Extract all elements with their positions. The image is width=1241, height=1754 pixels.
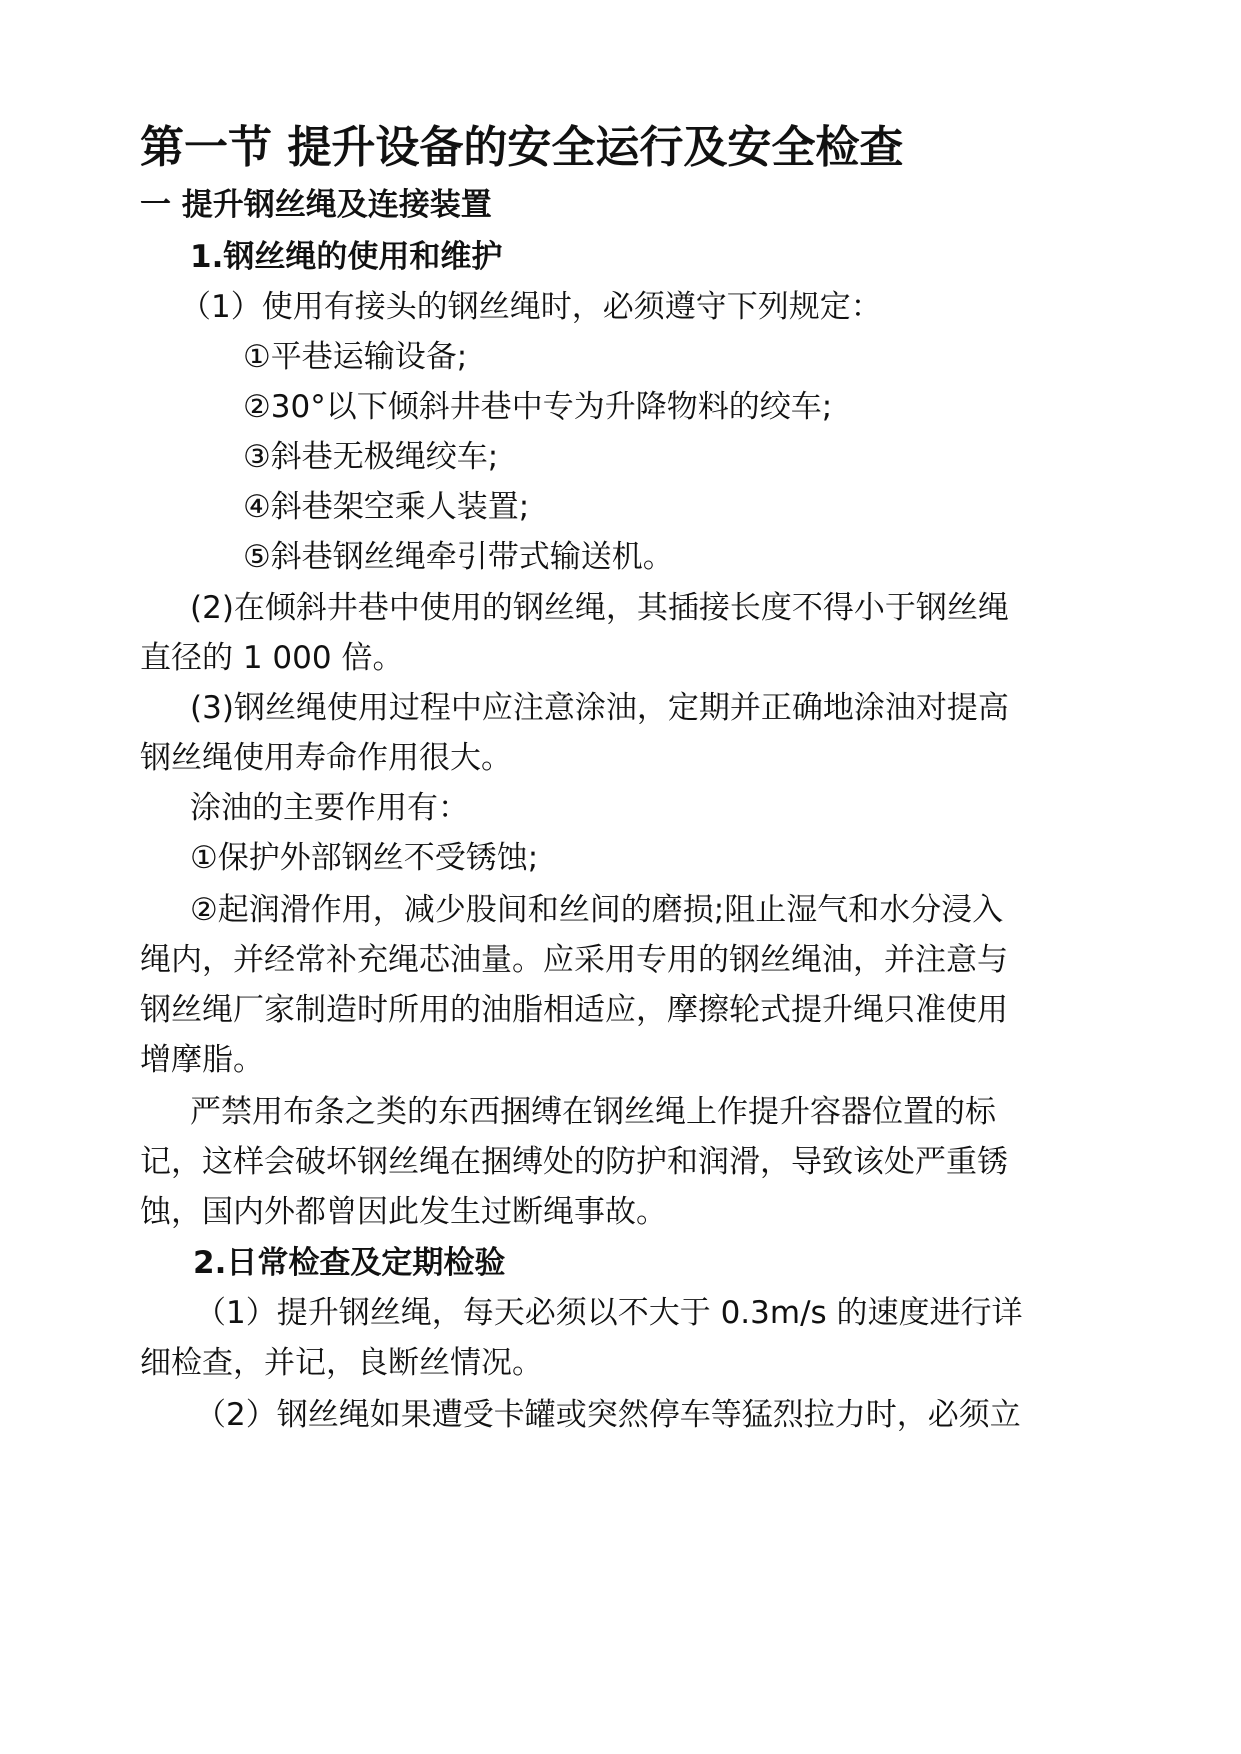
section-heading: 一 提升钢丝绳及连接装置 bbox=[140, 187, 492, 223]
paragraph: ②起润滑作用，减少股间和丝间的磨损;阻止湿气和水分浸入 bbox=[190, 892, 1004, 928]
paragraph: 涂油的主要作用有： bbox=[190, 790, 469, 826]
subsection-heading: 2.日常检查及定期检验 bbox=[193, 1245, 506, 1281]
list-item: ④斜巷架空乘人装置; bbox=[243, 489, 530, 525]
paragraph: 钢丝绳使用寿命作用很大。 bbox=[140, 740, 512, 776]
subsection-heading: 1.钢丝绳的使用和维护 bbox=[190, 239, 503, 275]
paragraph: 绳内，并经常补充绳芯油量。应采用专用的钢丝绳油，并注意与 bbox=[140, 942, 1008, 978]
list-item: ⑤斜巷钢丝绳牵引带式输送机。 bbox=[243, 539, 674, 575]
list-item: ②30°以下倾斜井巷中专为升降物料的绞车; bbox=[243, 389, 833, 425]
paragraph: （1）提升钢丝绳，每天必须以不大于 0.3m/s 的速度进行详 bbox=[195, 1295, 1023, 1331]
paragraph: 钢丝绳厂家制造时所用的油脂相适应，摩擦轮式提升绳只准使用 bbox=[140, 992, 1008, 1028]
paragraph: (2)在倾斜井巷中使用的钢丝绳，其插接长度不得小于钢丝绳 bbox=[190, 590, 1009, 626]
paragraph: 严禁用布条之类的东西捆缚在钢丝绳上作提升容器位置的标 bbox=[190, 1094, 996, 1130]
paragraph: （1）使用有接头的钢丝绳时，必须遵守下列规定： bbox=[180, 289, 882, 325]
list-item: ①平巷运输设备; bbox=[243, 339, 468, 375]
paragraph: 记，这样会破坏钢丝绳在捆缚处的防护和润滑，导致该处严重锈 bbox=[140, 1144, 1008, 1180]
paragraph: 蚀，国内外都曾因此发生过断绳事故。 bbox=[140, 1194, 667, 1230]
page-title: 第一节 提升设备的安全运行及安全检查 bbox=[140, 122, 904, 173]
paragraph: (3)钢丝绳使用过程中应注意涂油，定期并正确地涂油对提高 bbox=[190, 690, 1009, 726]
list-item: ③斜巷无极绳绞车; bbox=[243, 439, 499, 475]
paragraph: 直径的 1 000 倍。 bbox=[140, 640, 404, 676]
paragraph: ①保护外部钢丝不受锈蚀; bbox=[190, 840, 539, 876]
paragraph: 增摩脂。 bbox=[140, 1042, 264, 1078]
paragraph: 细检查，并记，良断丝情况。 bbox=[140, 1345, 543, 1381]
paragraph: （2）钢丝绳如果遭受卡罐或突然停车等猛烈拉力时，必须立 bbox=[195, 1397, 1021, 1433]
